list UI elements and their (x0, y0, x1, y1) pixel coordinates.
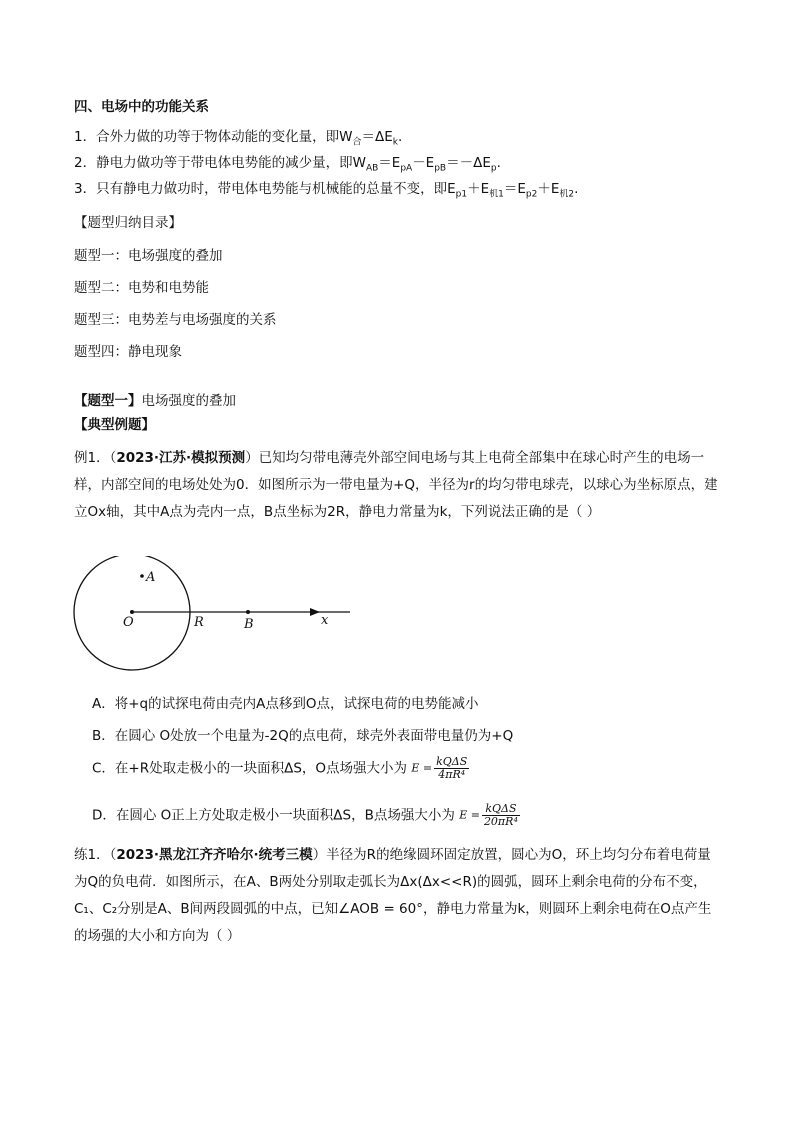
toc-item-3: 题型三：电势差与电场强度的关系 (74, 312, 277, 328)
label-b: B (244, 617, 254, 632)
option-c-fraction: $\frac{\text{kQΔS}}{\text{4πR⁴}}$ (436, 755, 468, 781)
label-x: x (321, 613, 329, 628)
examples-label: 【典型例题】 (74, 417, 155, 433)
toc-item-2: 题型二：电势和电势能 (74, 280, 209, 296)
option-a: A．将+q的试探电荷由壳内A点移到O点，试探电荷的电势能减小 (92, 696, 479, 712)
option-d: D．在圆心 O正上方处取走极小一块面积ΔS，B点场强大小为 E = $\frac{\text{kQΔS}}{\text{20πR⁴}}$ (92, 802, 518, 828)
section-heading: 四、电场中的功能关系 (74, 99, 209, 115)
option-b: B．在圆心 O处放一个电量为-2Q的点电荷，球壳外表面带电量仍为+Q (92, 728, 514, 744)
work-energy-item-1: 1．合外力做的功等于物体动能的变化量，即$W_合=\Delta E_k$. (74, 129, 403, 148)
toc-item-1: 题型一：电场强度的叠加 (74, 248, 223, 264)
example-1-stem: 例1．（2023·江苏·模拟预测）已知均匀带电薄壳外部空间电场与其上电荷全部集中在球心时产生的电场一样，内部空间的电场处处为0．如图所示为一带电量为+Q，半径为r的均匀带电球壳，以球心为坐标原点，建立Ox轴，其中A点为壳内一点，B点坐标为2R，静电力常量为k，下列说法正确的是（ ） (74, 450, 718, 520)
practice-1-stem: 练1．（2023·黑龙江齐齐哈尔·统考三模）半径为R的绝缘圆环固定放置，圆心为O，环上均匀分布着电荷量为Q的负电荷．如图所示，在A、B两处分别取走弧长为Δx(Δx<<R)的圆弧，圆环上剩余电荷的分布不变，C₁、C₂分别是A、B间两段圆弧的中点，已知∠AOB = 60°，静电力常量为k，则圆环上剩余电荷在O点产生的场强的大小和方向为（ ） (74, 847, 712, 944)
point-b-dot (246, 610, 250, 614)
work-energy-item-3: 3．只有静电力做功时，带电体电势能与机械能的总量不变，即$E_{p1}+E_{机1}=E_{p2}+E_{机2}$. (74, 181, 579, 200)
work-energy-item-2: 2．静电力做功等于带电体电势能的减少量，即$W_{AB}=E_{pA}-E_{pB}=-\Delta E_p$. (74, 155, 501, 174)
toc-title: 【题型归纳目录】 (74, 215, 182, 231)
x-axis-arrow (310, 608, 320, 616)
label-r: R (194, 615, 204, 630)
charged-shell-figure (70, 556, 350, 676)
toc-item-4: 题型四：静电现象 (74, 344, 182, 360)
label-a: A (146, 570, 156, 585)
label-o: O (123, 615, 134, 630)
option-c: C．在+R处取走极小的一块面积ΔS，O点场强大小为 E = $\frac{\text{kQΔS}}{\text{4πR⁴}}$ (92, 755, 468, 781)
option-d-fraction: $\frac{\text{kQΔS}}{\text{20πR⁴}}$ (483, 802, 518, 828)
point-a-dot (140, 574, 144, 578)
type1-title: 【题型一】电场强度的叠加 (74, 393, 236, 409)
origin-dot (130, 610, 134, 614)
